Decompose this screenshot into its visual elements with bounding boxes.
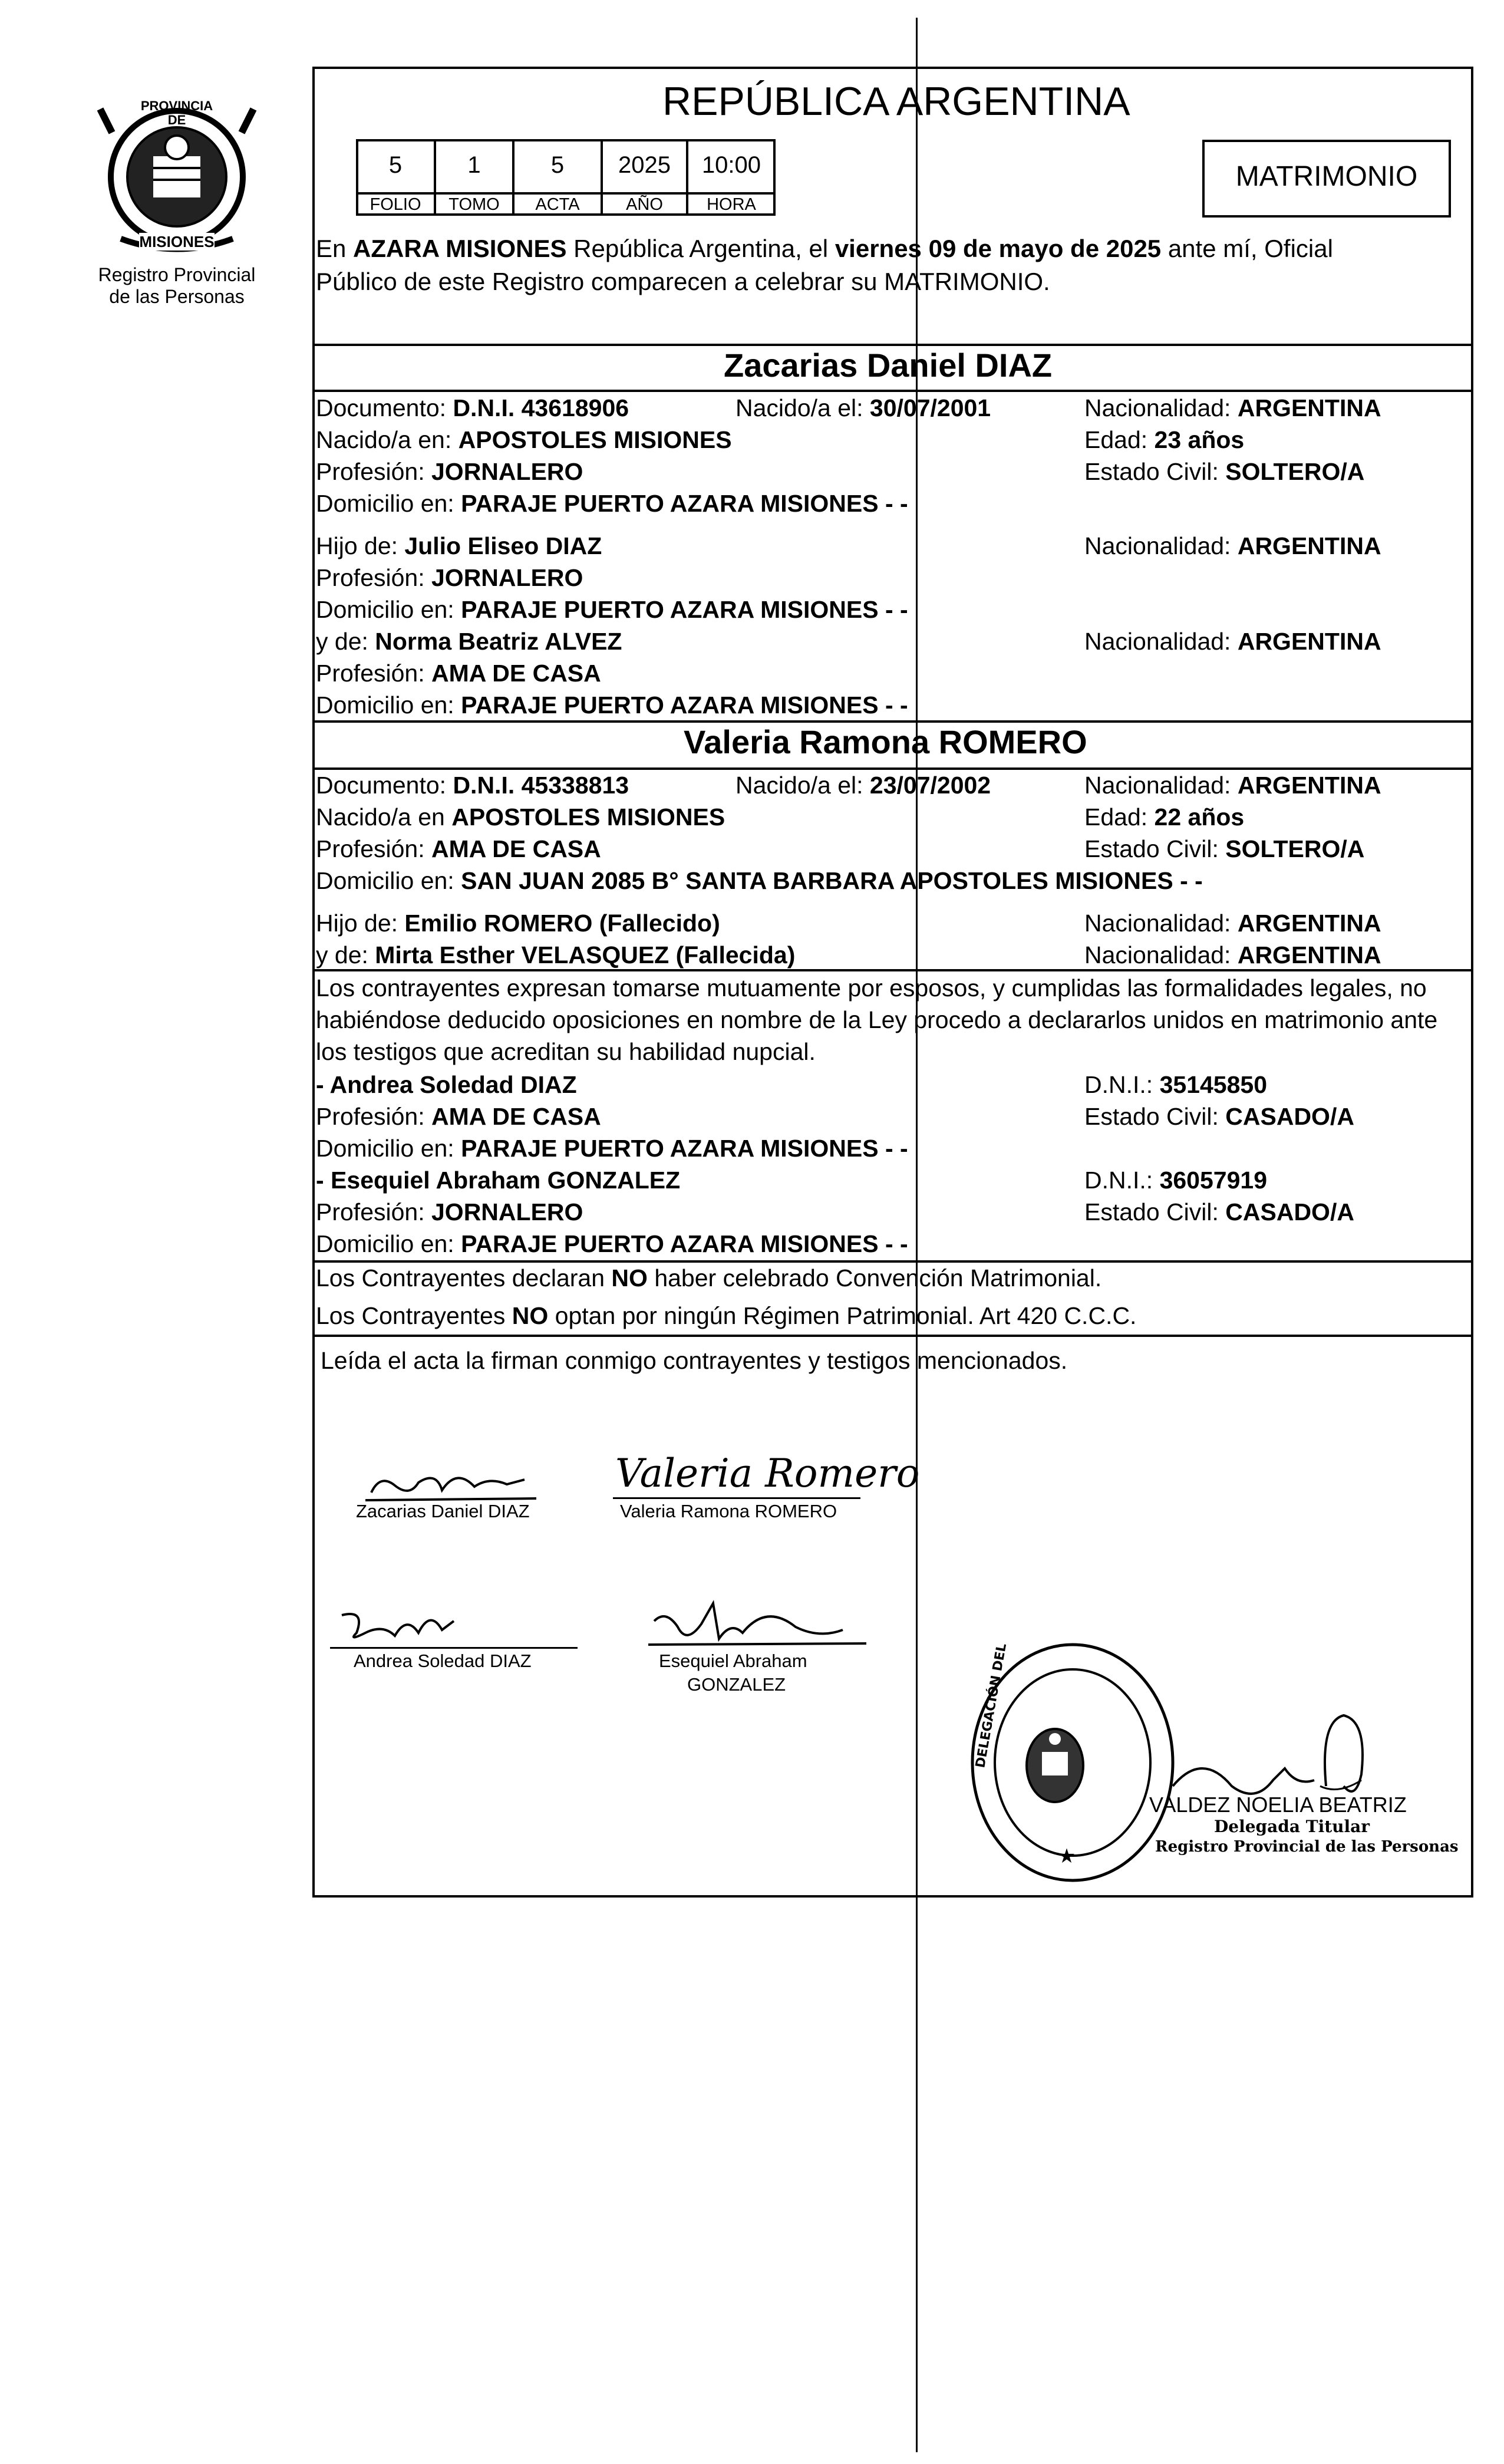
folio-value: 5 [388,152,403,178]
witness2-address [316,1228,908,1259]
value: 36057919 [1159,1167,1267,1194]
intro-date: viernes 09 de mayo de 2025 [835,235,1162,262]
value: Julio Eliseo DIAZ [404,532,602,559]
spouse1-mother [316,626,622,657]
spouse1-birthplace [316,424,732,455]
text: haber celebrado Convención Matrimonial. [647,1264,1102,1292]
regime-line-2 [316,1300,1136,1331]
label: Profesión: [316,1103,431,1130]
label: Profesión: [316,1198,431,1226]
spouse1-nationality [1084,393,1381,423]
label: Nacido/a el: [735,772,870,799]
declaration-line-3: los testigos que acreditan su habilidad nupcial. [316,1038,816,1065]
label: Profesión: [316,660,431,687]
label: Domicilio en: [316,867,461,894]
divider-declaration [312,969,1473,971]
witness2-civil [1084,1197,1354,1227]
value: PARAJE PUERTO AZARA MISIONES - - [461,1135,908,1162]
acta-label: ACTA [535,195,580,214]
witness2-dni [1084,1165,1267,1195]
value: PARAJE PUERTO AZARA MISIONES - - [461,490,908,517]
signature-line-3 [330,1647,578,1649]
spouse2-age [1084,802,1244,832]
value: SOLTERO/A [1225,835,1365,862]
label: Nacionalidad: [1084,941,1238,969]
value: Emilio ROMERO (Fallecido) [404,910,720,937]
divider-closing [312,1335,1473,1337]
signature-name-4b: GONZALEZ [687,1674,786,1695]
label: Nacido/a en [316,803,452,831]
spouse2-mother-nationality [1084,940,1381,970]
label: Nacionalidad: [1084,772,1238,799]
label: Documento: [316,772,453,799]
spouse2-father-nationality [1084,908,1381,938]
label: y de: [316,941,375,969]
acta-value: 5 [550,152,565,178]
spouse1-doc [316,393,629,423]
official-name: VALDEZ NOELIA BEATRIZ [1149,1793,1407,1817]
spouse1-mother-address [316,690,908,720]
value: ARGENTINA [1237,772,1381,799]
label: Documento: [316,394,453,421]
signature-scribble-2: Valeria Romero [615,1451,920,1496]
label: Estado Civil: [1084,458,1226,485]
value: SOLTERO/A [1225,458,1365,485]
spouse1-born [735,393,991,423]
label: Profesión: [316,564,431,591]
folio-label: FOLIO [370,195,421,214]
value: PARAJE PUERTO AZARA MISIONES - - [461,691,908,719]
text: NO [512,1302,549,1329]
spouse2-address [316,865,1203,896]
label: Estado Civil: [1084,835,1226,862]
label: Edad: [1084,803,1155,831]
tomo-label: TOMO [448,195,500,214]
label: Profesión: [316,458,431,485]
label: Hijo de: [316,910,405,937]
witness2-name: - Esequiel Abraham GONZALEZ [316,1167,681,1194]
hora-value: 10:00 [701,152,761,178]
value: ARGENTINA [1237,910,1381,937]
spouse2-father [316,908,720,938]
value: PARAJE PUERTO AZARA MISIONES - - [461,596,908,623]
signature-name-2: Valeria Ramona ROMERO [620,1501,837,1521]
official-stamp [967,1639,1179,1886]
intro-text: República Argentina, el [566,235,835,262]
spouse2-doc [316,770,629,801]
signature-name-4a: Esequiel Abraham [659,1651,807,1671]
spouse1-mother-nationality [1084,626,1381,657]
value: D.N.I. 43618906 [453,394,629,421]
label: Domicilio en: [316,691,461,719]
value: ARGENTINA [1237,628,1381,655]
value: SAN JUAN 2085 B° SANTA BARBARA APOSTOLES MISIONES - - [461,867,1203,894]
spouse1-civil [1084,456,1364,487]
value: 30/07/2001 [869,394,991,421]
spouse1-profession [316,456,583,487]
value: 23 años [1154,426,1245,453]
registry-name-line2: de las Personas [109,286,245,307]
value: 22 años [1154,803,1245,831]
spouse1-father-profession [316,562,583,593]
witness1-name: - Andrea Soledad DIAZ [316,1071,577,1098]
seal-lettering [133,99,221,127]
witness1-address [316,1133,908,1164]
label: Estado Civil: [1084,1103,1226,1130]
intro-line-2: Público de este Registro comparecen a celebrar su MATRIMONIO. [316,268,1050,295]
value: Mirta Esther VELASQUEZ (Fallecida) [375,941,796,969]
spouse1-age [1084,424,1244,455]
label: Nacionalidad: [1084,394,1238,421]
spouse1-father-nationality [1084,531,1381,561]
hora-label: HORA [707,195,756,214]
witness1-dni [1084,1069,1267,1100]
declaration-line-2: habiéndose deducido oposiciones en nombre de la Ley procedo a declararlos unidos en matrimonio ante [316,1006,1438,1033]
label: Nacionalidad: [1084,532,1238,559]
spouse1-address [316,488,908,519]
seal-line-2: MISIONES [139,233,215,251]
spouse2-civil [1084,834,1364,864]
spouse2-nationality [1084,770,1381,801]
value: PARAJE PUERTO AZARA MISIONES - - [461,1230,908,1257]
value: AMA DE CASA [431,660,601,687]
spouse1-father-address [316,594,908,625]
label: Nacido/a en: [316,426,459,453]
label: Nacido/a el: [735,394,870,421]
witness2-profession [316,1197,583,1227]
act-type: MATRIMONIO [1235,161,1418,192]
value: JORNALERO [431,1198,583,1226]
anio-label: AÑO [626,195,663,214]
seal-lettering-bottom [127,233,227,251]
signature-name-1: Zacarias Daniel DIAZ [356,1501,530,1521]
label: Hijo de: [316,532,405,559]
svg-text:★: ★ [1057,1844,1076,1868]
text: Los Contrayentes [316,1302,512,1329]
signature-name-3: Andrea Soledad DIAZ [354,1651,532,1671]
value: Norma Beatriz ALVEZ [375,628,622,655]
regime-line-1 [316,1263,1101,1293]
value: AMA DE CASA [431,835,601,862]
text: Los Contrayentes declaran [316,1264,612,1292]
value: D.N.I. 45338813 [453,772,629,799]
registry-name [83,264,271,308]
page-title: REPÚBLICA ARGENTINA [662,79,1130,124]
spouse1-father [316,531,602,561]
value: ARGENTINA [1237,941,1381,969]
spouse2-name: Valeria Ramona ROMERO [684,723,1087,760]
spouse1-mother-profession [316,658,601,689]
label: Edad: [1084,426,1155,453]
label: Estado Civil: [1084,1198,1226,1226]
value: ARGENTINA [1237,532,1381,559]
intro-text: En [316,235,354,262]
label: Domicilio en: [316,1230,461,1257]
intro-line-1 [316,233,1333,264]
registry-name-line1: Registro Provincial [98,264,256,285]
value: JORNALERO [431,458,583,485]
svg-text:DELEGACIÓN DEL: DELEGACIÓN DEL [973,1642,1010,1770]
label: y de: [316,628,375,655]
label: D.N.I.: [1084,1071,1160,1098]
value: CASADO/A [1225,1103,1354,1130]
text: NO [611,1264,648,1292]
value: JORNALERO [431,564,583,591]
label: Domicilio en: [316,1135,461,1162]
label: Nacionalidad: [1084,910,1238,937]
spouse2-profession [316,834,601,864]
value: AMA DE CASA [431,1103,601,1130]
text: optan por ningún Régimen Patrimonial. Art 420 C.C.C. [548,1302,1137,1329]
spouse2-born [735,770,991,801]
spouse2-mother [316,940,795,970]
label: Nacionalidad: [1084,628,1238,655]
value: CASADO/A [1225,1198,1354,1226]
anio-value: 2025 [618,152,671,178]
official-office: Registro Provincial de las Personas [1155,1838,1459,1856]
signature-scribble-3 [330,1592,483,1651]
closing-text: Leída el acta la firman conmigo contrayentes y testigos mencionados. [321,1347,1068,1374]
value: APOSTOLES MISIONES [451,803,725,831]
tomo-value: 1 [467,152,481,178]
signature-scribble-4 [642,1592,872,1656]
declaration-line-1: Los contrayentes expresan tomarse mutuamente por esposos, y cumplidas las formalidades legales, no [316,974,1427,1002]
spouse2-birthplace [316,802,725,832]
signature-line-2 [613,1497,860,1499]
value: 35145850 [1159,1071,1267,1098]
intro-place: AZARA MISIONES [353,235,567,262]
official-role: Delegada Titular [1214,1817,1370,1836]
witness1-profession [316,1101,601,1132]
label: Profesión: [316,835,431,862]
seal-line-1: PROVINCIA DE [140,98,213,127]
witness1-civil [1084,1101,1354,1132]
value: 23/07/2002 [869,772,991,799]
value: APOSTOLES MISIONES [458,426,732,453]
spouse1-name: Zacarias Daniel DIAZ [724,347,1053,384]
label: D.N.I.: [1084,1167,1160,1194]
intro-text: ante mí, Oficial [1161,235,1333,262]
value: ARGENTINA [1237,394,1381,421]
label: Domicilio en: [316,596,461,623]
divider [312,390,1473,392]
label: Domicilio en: [316,490,461,517]
